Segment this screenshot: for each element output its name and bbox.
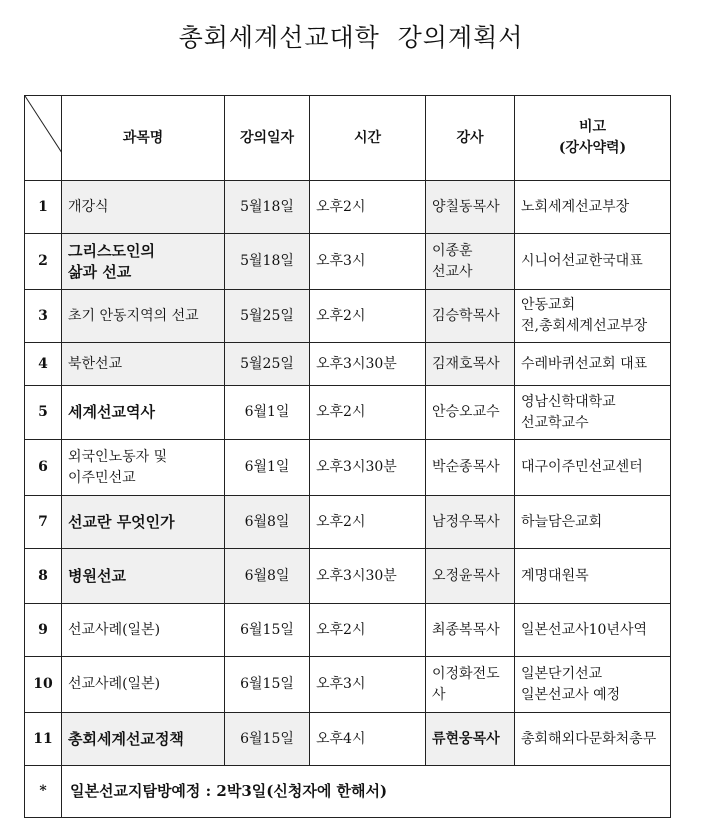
row-lecturer: 이종훈 선교사 (426, 234, 515, 290)
header-note: 비고 (강사약력) (515, 96, 671, 181)
row-lecturer: 김재호목사 (426, 343, 515, 386)
row-time: 오후2시 (310, 181, 426, 234)
row-date: 5월25일 (225, 343, 310, 386)
table-row (25, 713, 671, 766)
row-lecturer: 양칠동목사 (426, 181, 515, 234)
row-time: 오후4시 (310, 713, 426, 766)
row-number: 7 (25, 496, 62, 549)
row-number: 3 (25, 290, 62, 343)
table-row (25, 549, 671, 604)
row-date: 6월8일 (225, 496, 310, 549)
row-time: 오후2시 (310, 496, 426, 549)
table-row (25, 343, 671, 386)
row-date: 6월15일 (225, 657, 310, 713)
row-subject: 북한선교 (62, 343, 225, 386)
row-date: 6월15일 (225, 604, 310, 657)
row-number: 9 (25, 604, 62, 657)
table-row (25, 496, 671, 549)
row-date: 6월8일 (225, 549, 310, 604)
row-lecturer: 오정윤목사 (426, 549, 515, 604)
row-time: 오후2시 (310, 604, 426, 657)
footer-marker: * (25, 766, 62, 818)
footer-note: 일본선교지탐방예정 : 2박3일(신청자에 한해서) (62, 766, 671, 818)
document-title: 총회세계선교대학 강의계획서 (178, 23, 524, 52)
row-time: 오후3시30분 (310, 343, 426, 386)
table-row (25, 234, 671, 290)
row-date: 5월25일 (225, 290, 310, 343)
row-lecturer: 안승오교수 (426, 386, 515, 440)
row-time: 오후2시 (310, 386, 426, 440)
row-note: 영남신학대학교 선교학교수 (515, 386, 671, 440)
row-time: 오후3시 (310, 234, 426, 290)
row-subject: 선교란 무엇인가 (62, 496, 225, 549)
row-subject: 초기 안동지역의 선교 (62, 290, 225, 343)
row-number: 11 (25, 713, 62, 766)
row-note: 일본단기선교 일본선교사 예정 (515, 657, 671, 713)
row-number: 10 (25, 657, 62, 713)
row-lecturer: 이정화전도 사 (426, 657, 515, 713)
table-row (25, 604, 671, 657)
row-subject: 선교사례(일본) (62, 657, 225, 713)
row-date: 5월18일 (225, 181, 310, 234)
row-time: 오후2시 (310, 290, 426, 343)
row-time: 오후3시30분 (310, 549, 426, 604)
row-number: 8 (25, 549, 62, 604)
row-subject: 그리스도인의 삶과 선교 (62, 234, 225, 290)
row-number: 6 (25, 440, 62, 496)
header-row (25, 96, 671, 181)
row-note: 총회해외다문화처총무 (515, 713, 671, 766)
header-time: 시간 (310, 96, 426, 181)
row-note: 대구이주민선교센터 (515, 440, 671, 496)
row-note: 시니어선교한국대표 (515, 234, 671, 290)
row-time: 오후3시 (310, 657, 426, 713)
row-time: 오후3시30분 (310, 440, 426, 496)
row-note: 노회세계선교부장 (515, 181, 671, 234)
row-subject: 선교사례(일본) (62, 604, 225, 657)
row-subject: 외국인노동자 및 이주민선교 (62, 440, 225, 496)
table-row (25, 657, 671, 713)
row-number: 1 (25, 181, 62, 234)
lecture-plan-table (24, 95, 671, 818)
row-lecturer: 박순종목사 (426, 440, 515, 496)
table-row (25, 440, 671, 496)
header-subject: 과목명 (62, 96, 225, 181)
row-note: 하늘담은교회 (515, 496, 671, 549)
row-subject: 개강식 (62, 181, 225, 234)
row-note: 계명대원목 (515, 549, 671, 604)
row-subject: 세계선교역사 (62, 386, 225, 440)
table-row (25, 181, 671, 234)
row-lecturer: 남정우목사 (426, 496, 515, 549)
row-date: 6월1일 (225, 440, 310, 496)
row-date: 5월18일 (225, 234, 310, 290)
row-date: 6월15일 (225, 713, 310, 766)
row-number: 4 (25, 343, 62, 386)
header-corner-cell (25, 96, 62, 181)
row-number: 5 (25, 386, 62, 440)
row-lecturer: 김승학목사 (426, 290, 515, 343)
header-lecturer: 강사 (426, 96, 515, 181)
table-row (25, 386, 671, 440)
row-note: 수레바퀴선교회 대표 (515, 343, 671, 386)
row-subject: 총회세계선교정책 (62, 713, 225, 766)
header-date: 강의일자 (225, 96, 310, 181)
row-note: 안동교회 전,총회세계선교부장 (515, 290, 671, 343)
row-subject: 병원선교 (62, 549, 225, 604)
row-note: 일본선교사10년사역 (515, 604, 671, 657)
row-lecturer: 최종복목사 (426, 604, 515, 657)
diagonal-line-icon (25, 96, 62, 153)
footer-row (25, 766, 671, 818)
table-row (25, 290, 671, 343)
row-date: 6월1일 (225, 386, 310, 440)
row-lecturer: 류현웅목사 (426, 713, 515, 766)
row-number: 2 (25, 234, 62, 290)
